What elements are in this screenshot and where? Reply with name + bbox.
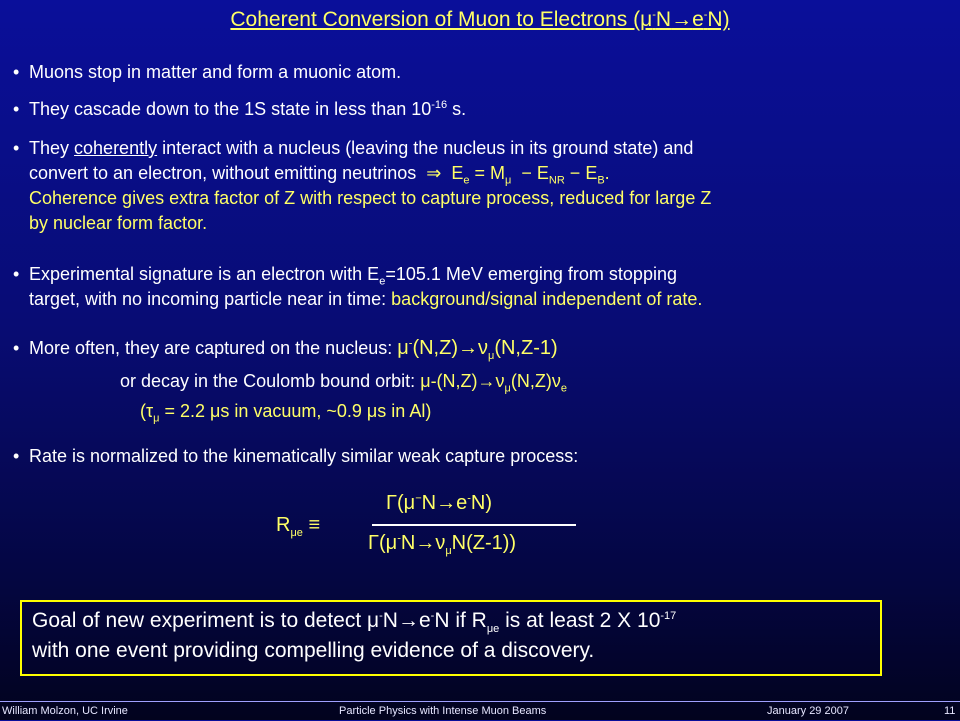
capture-minus: - [408,337,413,350]
lifetime-open: (τ [140,401,154,421]
footer-page: 11 [944,705,956,717]
goal-line-1 [32,606,870,636]
goal-minus: - [379,610,383,622]
bullet-text: Rate is normalized to the kinematically similar weak capture process: [29,446,579,466]
decay-tail: (N,Z)ν [510,371,561,391]
title-minus-2: - [703,9,708,21]
bullet-cascade [13,97,943,122]
energy-dot: . [604,163,610,183]
energy-e: E [451,163,464,183]
formula-r: R [276,514,291,536]
decay-text: or decay in the Coulomb bound orbit: [120,371,421,391]
decay-formula [420,371,567,395]
formula-r-sub: μe [290,527,303,539]
goal-box [20,600,882,676]
formula-equiv: ≡ [302,514,321,536]
signature-tail: =105.1 MeV emerging from stopping [385,264,677,284]
den-tail: N(Z-1)) [451,532,517,554]
decay-tail-sub: e [560,382,567,395]
bullet-dot: • [13,338,20,358]
capture-rest: (N,Z)→ν [412,337,488,359]
goal-r-sub: μe [486,623,500,636]
footer-talk: Particle Physics with Intense Muon Beams [339,705,547,717]
bullet-rate [13,444,943,469]
bullet-dot: • [13,138,20,158]
bullet-dot: • [13,62,20,82]
footer-author: William Molzon, UC Irvine [2,705,128,717]
bullet-signature [13,262,943,312]
goal-exponent: -17 [660,610,677,622]
lifetime-line [140,401,432,425]
bullet-capture [13,336,943,361]
lifetime-text [140,401,432,425]
energy-minus-2: − [569,163,581,183]
implies-arrow: ⇒ [426,163,442,183]
bullet-dot: • [13,264,20,284]
capture-formula [397,337,558,362]
capture-line [29,336,943,361]
bullet-dot: • [13,446,20,466]
coherent-underlined: coherently [74,138,158,158]
den-sub: μ [445,545,452,557]
coherent-line-4: by nuclear form factor. [29,213,208,233]
energy-minus-1: − [521,163,532,183]
cascade-text: They cascade down to the 1S state in less than 10 [29,99,432,119]
goal-minus-2: - [430,610,435,622]
signature-line-2 [29,287,943,312]
rate-formula [276,492,596,572]
signature-b: target, with no incoming particle near in time: [29,289,392,309]
goal-a: Goal of new experiment is to detect [32,609,368,632]
bullet-text [29,97,943,122]
num-gamma: Γ(μ [386,492,416,514]
lifetime-rest: = 2.2 μs in vacuum, ~0.9 μs in Al) [159,401,432,421]
goal-line-2: with one event providing compelling evidence of a discovery. [32,639,595,662]
coherent-line-1 [29,136,943,161]
decay-rest: -(N,Z)→ν [430,371,505,391]
coherent-line-2 [29,161,943,186]
goal-mu: μ [367,609,380,632]
signature-sub: e [379,275,386,288]
formula-numerator [386,492,492,515]
cascade-tail: s. [447,99,467,119]
den-gamma: Γ(μ [368,532,398,554]
goal-mid: N→e [382,609,431,632]
coherent-line-3: Coherence gives extra factor of Z with respect to capture process, reduced for large Z [29,188,712,208]
goal-mid3: is at least 2 X 10 [499,609,661,632]
title-prefix: Coherent Conversion of Muon to Electrons ( [230,8,641,31]
signature-highlight: background/signal independent of rate. [391,289,703,309]
formula-label [276,514,320,537]
den-rest: N→ν [400,532,446,554]
signature-a: Experimental signature is an electron with E [29,264,380,284]
title-n1: N [655,8,672,31]
formula-denominator [368,532,516,555]
bullet-coherent [13,136,943,236]
bullet-text: Muons stop in matter and form a muonic atom. [29,62,402,82]
num-minus-2: - [467,492,471,505]
title-minus: - [652,9,656,21]
capture-mu: μ [397,337,409,359]
energy-eb-sub: B [597,174,605,187]
footer-date: January 29 2007 [767,705,849,717]
capture-sub: μ [487,350,495,362]
lifetime-sub: μ [153,412,160,425]
slide-title [0,8,960,32]
coherent-b: convert to an electron, without emitting neutrinos [29,163,417,183]
num-rest: N→e [421,492,468,514]
goal-mid2: N if R [434,609,487,632]
decay-line [120,371,567,395]
coherent-energy [416,163,610,187]
title-e: e [692,8,704,31]
energy-enr-sub: NR [548,174,565,187]
title-n2: N) [707,8,730,31]
energy-eq: = M [469,163,505,183]
energy-e-sub: e [463,174,470,187]
den-minus: - [397,532,401,545]
num-tail: N) [470,492,492,514]
title-mu: μ [640,8,653,31]
bullet-dot: • [13,99,20,119]
capture-text: More often, they are captured on the nucleus: [29,338,398,358]
num-minus: − [415,492,422,505]
fraction-bar [372,524,576,526]
energy-mu-sub: μ [505,174,512,187]
coherent-a: They [29,138,75,158]
energy-enr: E [531,163,549,183]
cascade-exponent: -16 [431,99,448,111]
decay-sub: μ [504,382,511,395]
decay-mu: μ [420,371,431,391]
title-arrow: → [671,8,693,31]
coherent-a-tail: interact with a nucleus (leaving the nucleus in its ground state) and [157,138,694,158]
energy-eb: E [580,163,598,183]
signature-line-1 [29,262,943,287]
slide-footer [0,701,960,721]
bullet-muonic-atom [13,60,943,85]
capture-tail: (N,Z-1) [494,337,558,359]
